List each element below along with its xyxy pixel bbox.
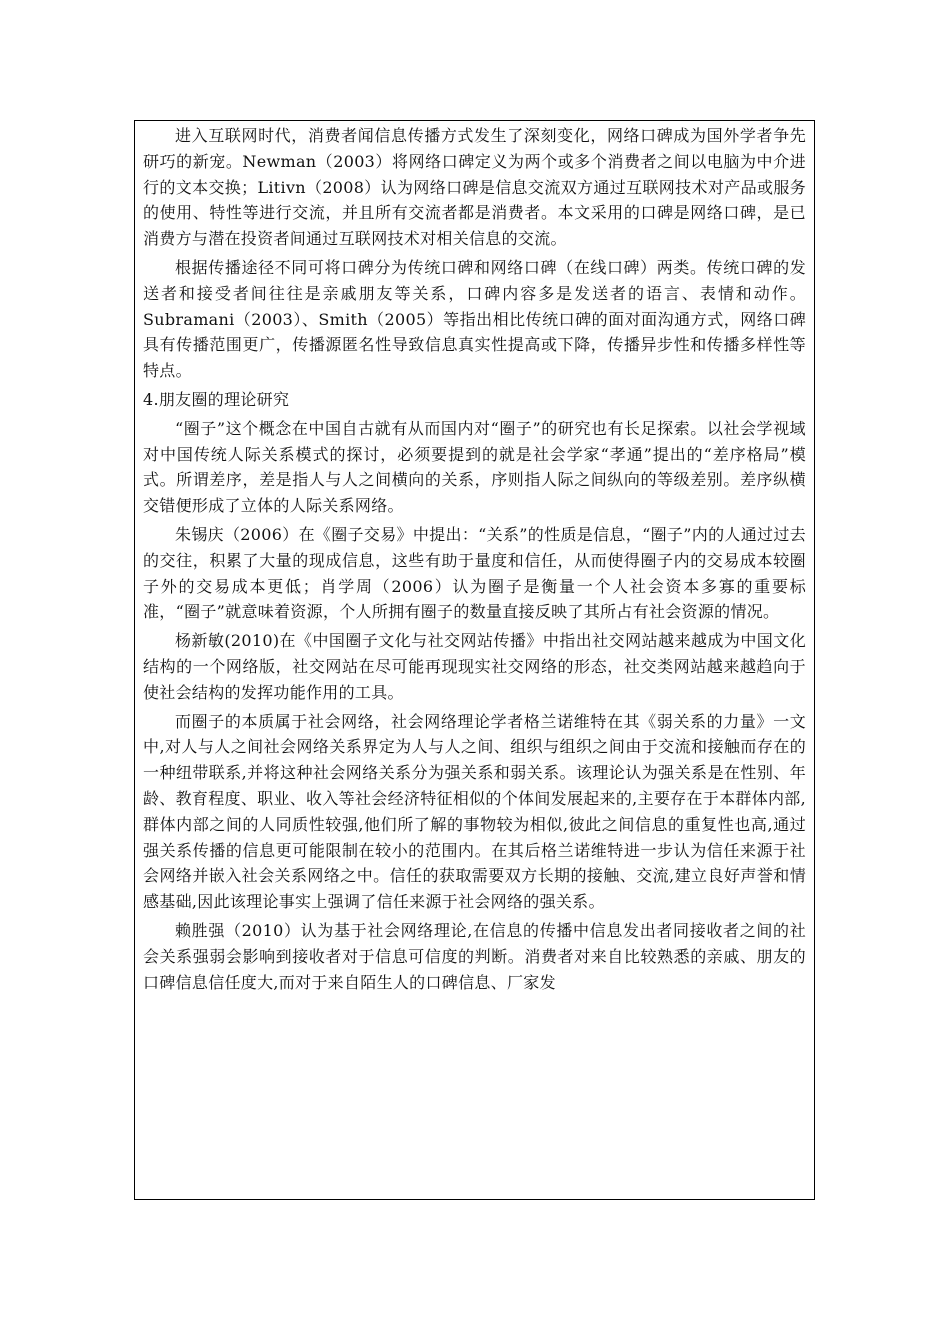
page-frame — [134, 120, 815, 1200]
paragraph-online-wom-definition: 进入互联网时代，消费者闻信息传播方式发生了深刻变化，网络口碑成为国外学者争先研巧的新宠。Newman（2003）将网络口碑定义为两个或多个消费者之间以电脑为中介进行的文本交换；Litivn（2008）认为网络口碑是信息交流双方通过互联网技术对产品或服务的使用、特性等进行交流，并且所有交流者都是消费者。本文采用的口碑是网络口碑，是已消费方与潜在投资者间通过互联网技术对相关信息的交流。 — [143, 126, 806, 249]
paragraph-circle-concept: “圈子”这个概念在中国自古就有从而国内对“圈子”的研究也有长足探索。以社会学视域对中国传统人际关系模式的探讨，必须要提到的就是社会学家“孝通”提出的“差序格局”模式。所谓差序，差是指人与人之间横向的关系，序则指人际之间纵向的等级差别。差序纵横交错便形成了立体的人际关系网络。 — [143, 418, 806, 516]
paragraph-sns-culture: 杨新敏(2010)在《中国圈子文化与社交网站传播》中指出社交网站越来越成为中国文化结构的一个网络版，社交网站在尽可能再现现实社交网络的形态，社交类网站越来越趋向于使社会结构的发挥功能作用的工具。 — [143, 631, 806, 702]
section-heading-friend-circle: 4.朋友圈的理论研究 — [143, 389, 290, 409]
paragraph-credibility: 赖胜强（2010）认为基于社会网络理论,在信息的传播中信息发出者同接收者之间的社会关系强弱会影响到接收者对于信息可信度的判断。消费者对来自比较熟悉的亲戚、朋友的口碑信息信任度大,而对于来自陌生人的口碑信息、厂家发 — [143, 920, 806, 992]
document-body — [143, 123, 806, 998]
paragraph-weak-ties-theory: 而圈子的本质属于社会网络，社会网络理论学者格兰诺维特在其《弱关系的力量》一文中,对人与人之间社会网络关系界定为人与人之间、组织与组织之间由于交流和接触而存在的一种纽带联系,并将这种社会网络关系分为强关系和弱关系。该理论认为强关系是在性别、年龄、教育程度、职业、收入等社会经济特征相似的个体间发展起来的,主要存在于本群体内部,群体内部之间的人同质性较强,他们所了解的事物较为相似,彼此之间信息的重复性也高,通过强关系传播的信息更可能限制在较小的范围内。在其后格兰诺维特进一步认为信任来源于社会网络并嵌入社会关系网络之中。信任的获取需要双方长期的接触、交流,建立良好声誉和情感基础,因此该理论事实上强调了信任来源于社会网络的强关系。 — [143, 711, 806, 912]
paragraph-circle-transaction: 朱锡庆（2006）在《圈子交易》中提出：“关系”的性质是信息，“圈子”内的人通过过去的交往，积累了大量的现成信息，这些有助于量度和信任，从而使得圈子内的交易成本较圈子外的交易成本更低；肖学周（2006）认为圈子是衡量一个人社会资本多寡的重要标准，“圈子”就意味着资源，个人所拥有圈子的数量直接反映了其所占有社会资源的情况。 — [143, 524, 806, 622]
paragraph-wom-types: 根据传播途径不同可将口碑分为传统口碑和网络口碑（在线口碑）两类。传统口碑的发送者和接受者间往往是亲戚朋友等关系，口碑内容多是发送者的语言、表情和动作。Subramani（2003）、Smith（2005）等指出相比传统口碑的面对面沟通方式，网络口碑具有传播范围更广，传播源匿名性导致信息真实性提高或下降，传播异步性和传播多样性等特点。 — [143, 257, 806, 381]
